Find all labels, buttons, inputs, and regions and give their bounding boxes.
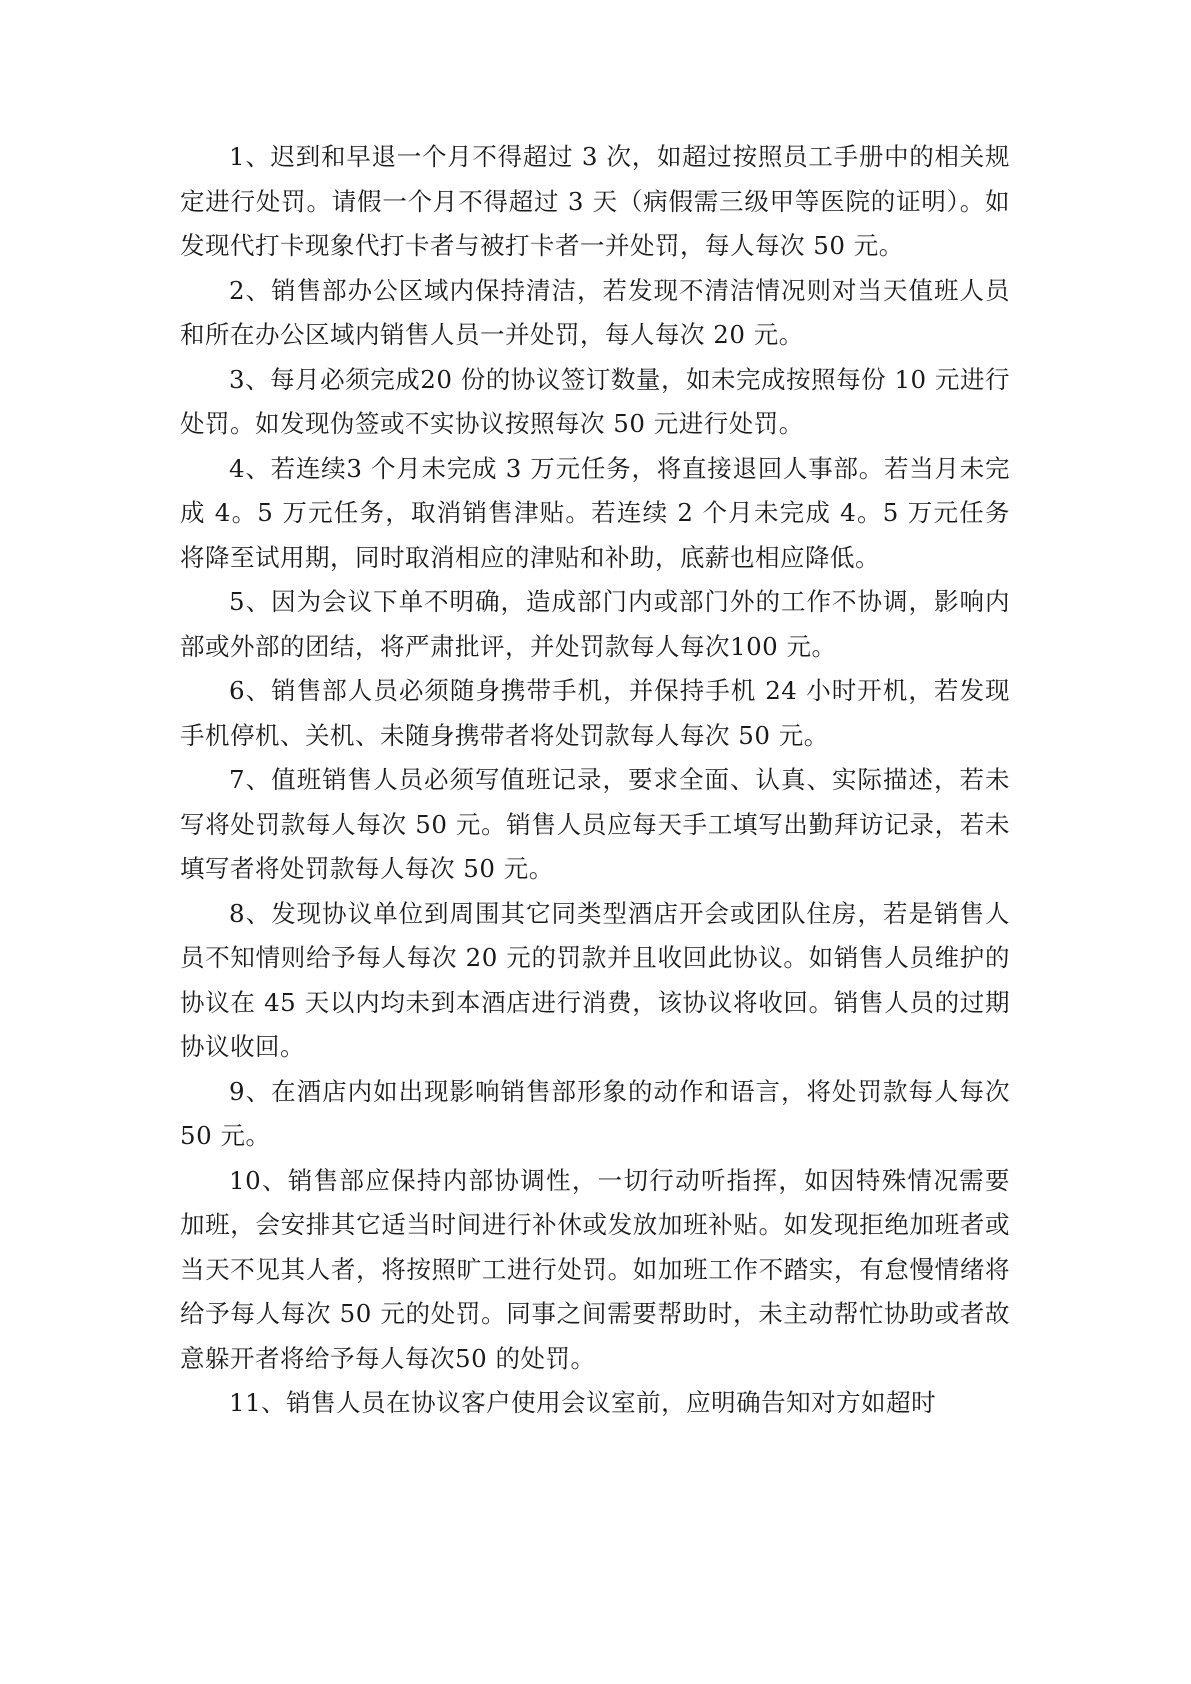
rule-paragraph-6: 6、销售部人员必须随身携带手机，并保持手机 24 小时开机，若发现手机停机、关机、未随身携带者将处罚款每人每次 50 元。: [180, 676, 1010, 750]
rule-paragraph-5: 5、因为会议下单不明确，造成部门内或部门外的工作不协调，影响内部或外部的团结，将严肃批评，并处罚款每人每次100 元。: [180, 587, 1010, 661]
rule-paragraph-4: 4、若连续3 个月未完成 3 万元任务，将直接退回人事部。若当月未完成 4。5 万元任务，取消销售津贴。若连续 2 个月未完成 4。5 万元任务将降至试用期，同时取消相应的津贴和补助，底薪也相应降低。: [180, 453, 1010, 572]
rule-paragraph-9: 9、在酒店内如出现影响销售部形象的动作和语言，将处罚款每人每次50 元。: [180, 1076, 1010, 1150]
rule-paragraph-7: 7、值班销售人员必须写值班记录，要求全面、认真、实际描述，若未写将处罚款每人每次 50 元。销售人员应每天手工填写出勤拜访记录，若未填写者将处罚款每人每次 50 元。: [180, 765, 1010, 883]
rule-paragraph-8: 8、发现协议单位到周围其它同类型酒店开会或团队住房，若是销售人员不知情则给予每人每次 20 元的罚款并且收回此协议。如销售人员维护的协议在 45 天以内均未到本酒店进行消费，该协议将收回。销售人员的过期协议收回。: [180, 898, 1010, 1061]
rule-paragraph-2: 2、销售部办公区域内保持清洁，若发现不清洁情况则对当天值班人员和所在办公区域内销售人员一并处罚，每人每次 20 元。: [180, 275, 1010, 349]
rule-paragraph-11: 11、销售人员在协议客户使用会议室前，应明确告知对方如超时: [229, 1388, 937, 1417]
rule-paragraph-10: 10、销售部应保持内部协调性，一切行动听指挥，如因特殊情况需要加班，会安排其它适当时间进行补休或发放加班补贴。如发现拒绝加班者或当天不见其人者，将按照旷工进行处罚。如加班工作不踏实，有怠慢情绪将给予每人每次 50 元的处罚。同事之间需要帮助时，未主动帮忙协助或者故意躲开者将给予每人每次50 的处罚。: [180, 1165, 1010, 1373]
rule-paragraph-1: 1、迟到和早退一个月不得超过 3 次，如超过按照员工手册中的相关规定进行处罚。请假一个月不得超过 3 天（病假需三级甲等医院的证明）。如发现代打卡现象代打卡者与被打卡者一并处罚，每人每次 50 元。: [180, 142, 1010, 260]
document-body: [180, 135, 1010, 1426]
rule-paragraph-3: 3、每月必须完成20 份的协议签订数量，如未完成按照每份 10 元进行处罚。如发现伪签或不实协议按照每次 50 元进行处罚。: [180, 364, 1010, 438]
